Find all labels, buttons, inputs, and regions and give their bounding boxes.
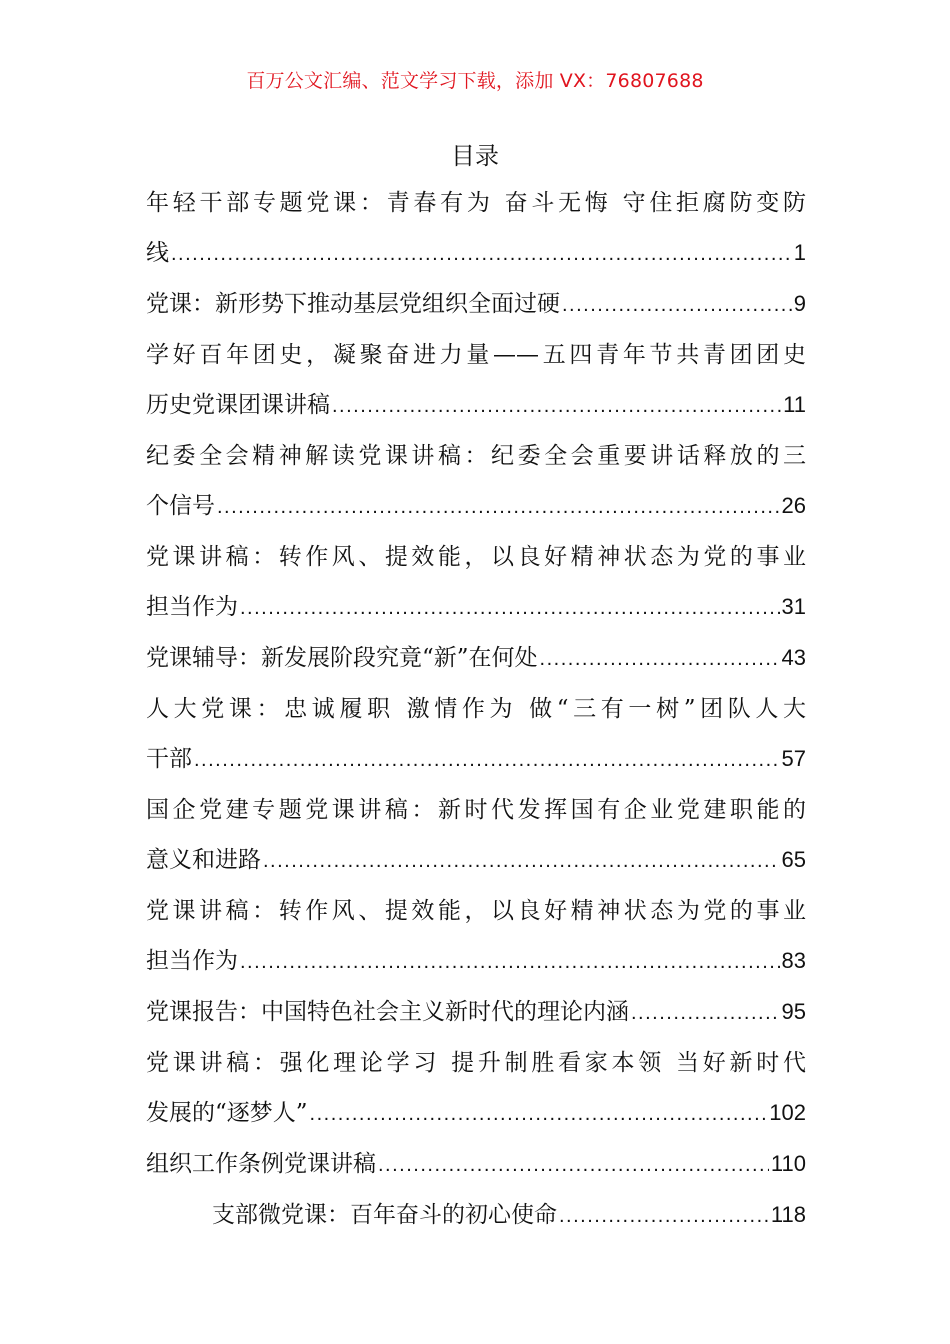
toc-entry-title-line2: 担当作为: [146, 594, 238, 620]
dot-leader: [194, 735, 780, 785]
dot-leader: [240, 583, 780, 633]
toc-entry[interactable]: [146, 279, 806, 330]
toc-entry[interactable]: [146, 1038, 806, 1139]
dot-leader: [540, 634, 780, 684]
toc-entry-title-line1: 党课讲稿：转作风、提效能，以良好精神状态为党的事业: [146, 898, 806, 924]
dot-leader: [310, 1089, 768, 1139]
watermark-banner: 百万公文汇编、范文学习下载，添加 VX：76807688: [246, 70, 704, 92]
toc-entry-page: 26: [781, 493, 806, 518]
toc-entry-page: 95: [781, 999, 806, 1024]
dot-leader: [631, 988, 780, 1038]
table-of-contents: [146, 178, 806, 1241]
toc-entry-title-line2: 干部: [146, 746, 192, 772]
toc-entry-title-line1: 党课讲稿：强化理论学习 提升制胜看家本领 当好新时代: [146, 1050, 806, 1076]
dot-leader: [332, 381, 781, 431]
toc-entry-page: 65: [781, 847, 806, 872]
toc-entry-title-line2: 发展的“逐梦人”: [146, 1100, 308, 1126]
dot-leader: [378, 1140, 769, 1190]
toc-entry[interactable]: [146, 1139, 806, 1190]
dot-leader: [263, 836, 780, 886]
toc-entry-title: 党课：新形势下推动基层党组织全面过硬: [146, 291, 560, 317]
toc-entry-title-line2: 历史党课团课讲稿: [146, 392, 330, 418]
dot-leader: [240, 937, 780, 987]
toc-entry[interactable]: [146, 178, 806, 279]
toc-entry[interactable]: [146, 684, 806, 785]
toc-entry-page: 102: [769, 1100, 806, 1125]
toc-entry-title-line1: 国企党建专题党课讲稿：新时代发挥国有企业党建职能的: [146, 797, 806, 823]
toc-entry-page: 9: [793, 291, 806, 316]
dot-leader: [559, 1191, 769, 1241]
toc-entry-page: 1: [793, 240, 806, 265]
toc-entry[interactable]: [146, 532, 806, 633]
toc-entry-title: 党课报告：中国特色社会主义新时代的理论内涵: [146, 999, 629, 1025]
toc-entry-page: 83: [781, 948, 806, 973]
toc-title: 目录: [451, 142, 499, 170]
toc-entry-title: 组织工作条例党课讲稿: [146, 1151, 376, 1177]
toc-entry-title-line1: 党课讲稿：转作风、提效能，以良好精神状态为党的事业: [146, 544, 806, 570]
toc-entry-title: 支部微党课：百年奋斗的初心使命: [212, 1202, 557, 1228]
toc-entry[interactable]: [146, 330, 806, 431]
toc-entry[interactable]: [146, 633, 806, 684]
toc-entry-page: 31: [781, 594, 806, 619]
toc-entry-title-line2: 担当作为: [146, 948, 238, 974]
toc-entry[interactable]: [146, 987, 806, 1038]
toc-entry-title-line2: 线: [146, 240, 169, 266]
toc-entry-page: 43: [781, 645, 806, 670]
toc-entry-page: 118: [770, 1202, 806, 1227]
toc-entry[interactable]: [146, 886, 806, 987]
toc-entry[interactable]: [146, 1190, 806, 1241]
toc-entry-page: 110: [770, 1151, 806, 1176]
toc-entry-title-line1: 人大党课：忠诚履职 激情作为 做“三有一树”团队人大: [146, 696, 806, 722]
toc-entry-title: 党课辅导：新发展阶段究竟“新”在何处: [146, 645, 538, 671]
toc-entry-title-line1: 学好百年团史，凝聚奋进力量——五四青年节共青团团史: [146, 342, 806, 368]
toc-entry[interactable]: [146, 785, 806, 886]
toc-entry-title-line2: 意义和进路: [146, 847, 261, 873]
toc-entry[interactable]: [146, 431, 806, 532]
toc-entry-title-line2: 个信号: [146, 493, 215, 519]
toc-entry-title-line1: 年轻干部专题党课：青春有为 奋斗无悔 守住拒腐防变防: [146, 190, 806, 216]
toc-entry-page: 57: [781, 746, 806, 771]
toc-entry-title-line1: 纪委全会精神解读党课讲稿：纪委全会重要讲话释放的三: [146, 443, 806, 469]
dot-leader: [562, 280, 792, 330]
dot-leader: [217, 482, 780, 532]
dot-leader: [171, 229, 792, 279]
toc-entry-page: 11: [783, 392, 806, 417]
